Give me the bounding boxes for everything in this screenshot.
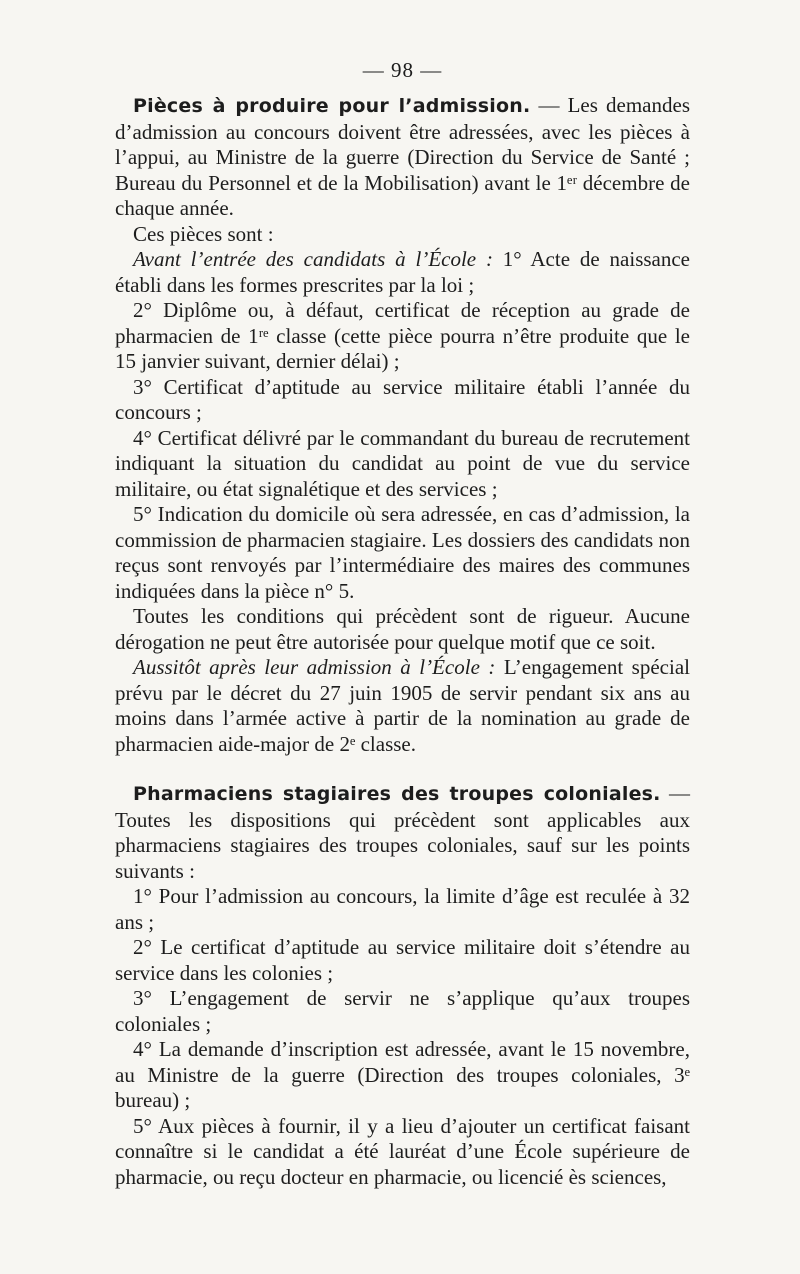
pieces-intro: Ces pièces sont : (133, 221, 274, 246)
before-entry-paragraph (115, 247, 690, 298)
colonial-item-5: 5° Aux pièces à fournir, il y a lieu d’ajouter un certificat faisant connaître si le candidat a été lauréat d’une École supérieure de pharmacie, ou reçu docteur en pharmacie, ou licencié ès sciences, (115, 1113, 690, 1189)
colonial-item-1: 1° Pour l’admission au concours, la limite d’âge est reculée à 32 ans ; (115, 884, 690, 934)
colonial-item-3: 3° L’engagement de servir ne s’applique qu’aux troupes coloniales ; (115, 986, 690, 1036)
colonial-paragraph (115, 781, 690, 884)
page-number: — 98 — (362, 58, 443, 82)
colonial-intro-text: — Toutes les dispositions qui précèdent sont applicables aux pharmaciens stagiaires des troupes coloniales, sauf sur les points suivants : (115, 781, 691, 883)
list-item-5: 5° Indication du domicile où sera adressée, en cas d’admission, la commission de pharmacien stagiaire. Les dossiers des candidats non reçus sont renvoyés par l’intermédiaire des maires des communes indiquées dans la pièce n° 5. (115, 502, 690, 603)
section-spacer (115, 757, 690, 781)
section-heading-admission: Pièces à produire pour l’admission. (133, 95, 531, 117)
before-entry-item-1: 1° Acte de naissance établi dans les formes prescrites par la loi ; (115, 247, 691, 297)
colonial-item-4: 4° La demande d’inscription est adressée, avant le 15 novembre, au Ministre de la guerre (Direction des troupes coloniales, 3ᵉ bureau) ; (115, 1037, 690, 1112)
rigueur-paragraph: Toutes les conditions qui précèdent sont de rigueur. Aucune dérogation ne peut être autorisée pour quelque motif que ce soit. (115, 604, 690, 654)
before-entry-label: Avant l’entrée des candidats à l’École : (133, 247, 493, 271)
list-item-3: 3° Certificat d’aptitude au service militaire établi l’année du concours ; (115, 374, 690, 424)
admission-paragraph (115, 93, 690, 222)
list-item-2: 2° Diplôme ou, à défaut, certificat de réception au grade de pharmacien de 1ʳᵉ classe (cette pièce pourra n’être produite que le 15 janvier suivant, dernier délai) ; (115, 298, 690, 373)
colonial-item-2: 2° Le certificat d’aptitude au service militaire doit s’étendre au service dans les colonies ; (115, 935, 690, 985)
admission-intro-text: — Les demandes d’admission au concours doivent être adressées, avec les pièces à l’appui, au Ministre de la guerre (Direction du Service de Santé ; Bureau du Personnel et de la Mobilisation) avant le 1ᵉʳ décembre de chaque année. (115, 93, 690, 220)
after-admission-text: L’engagement spécial prévu par le décret du 27 juin 1905 de servir pendant six ans au moins dans l’armée active à partir de la nomination au grade de pharmacien aide-major de 2ᵉ classe. (115, 655, 690, 756)
after-admission-label: Aussitôt après leur admission à l’École : (133, 655, 496, 679)
after-admission-paragraph (115, 655, 690, 757)
list-item-4: 4° Certificat délivré par le commandant du bureau de recrutement indiquant la situation du candidat au point de vue du service militaire, ou état signalétique et des services ; (115, 425, 690, 501)
section-heading-colonial: Pharmaciens stagiaires des troupes coloniales. (133, 783, 661, 805)
